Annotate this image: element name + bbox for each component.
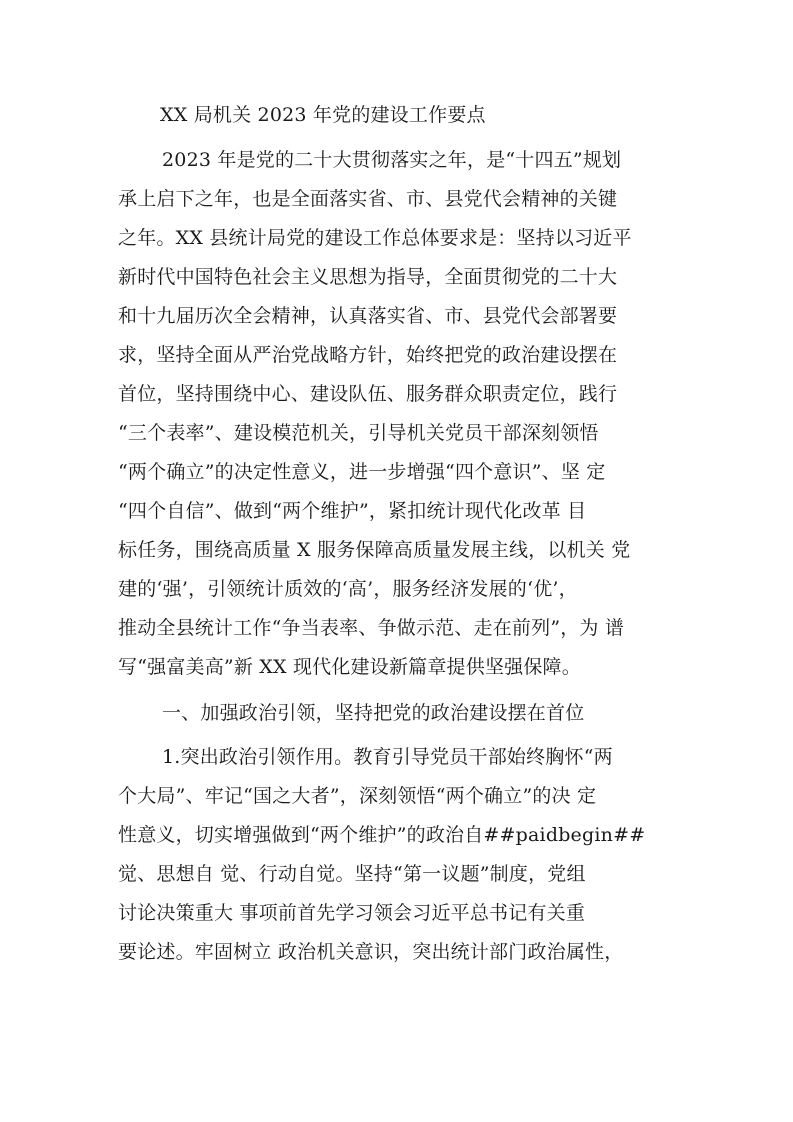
paragraph-line: 和十九届历次全会精神，认真落实省、市、县党代会部署要	[118, 305, 618, 327]
paragraph-line: 2023 年是党的二十大贯彻落实之年，是“十四五”规划	[162, 149, 622, 171]
paragraph-line: 新时代中国特色社会主义思想为指导，全面贯彻党的二十大	[118, 266, 618, 288]
paragraph-line: 承上启下之年，也是全面落实省、市、县党代会精神的关键	[118, 188, 618, 210]
paragraph-line: 标任务，围绕高质量 X 服务保障高质量发展主线，以机关 党	[118, 539, 631, 561]
paragraph-line: 1.突出政治引领作用。教育引导党员干部始终胸怀“两	[162, 746, 613, 768]
paragraph-line: 首位，坚持围绕中心、建设队伍、服务群众职责定位，践行	[118, 383, 618, 405]
paragraph-line: “两个确立”的决定性意义，进一步增强“四个意识”、坚 定	[118, 461, 606, 483]
paragraph-line: 求，坚持全面从严治党战略方针，始终把党的政治建设摆在	[118, 344, 618, 366]
paragraph-line: “四个自信”、做到“两个维护”，紧扣统计现代化改革 目	[118, 500, 587, 522]
paragraph-line: 之年。XX 县统计局党的建设工作总体要求是：坚持以习近平	[118, 227, 632, 249]
document-title: XX 局机关 2023 年党的建设工作要点	[160, 104, 486, 126]
paragraph-line: 个大局”、牢记“国之大者”，深刻领悟“两个确立”的决 定	[118, 785, 597, 807]
paragraph-line: 推动全县统计工作“争当表率、争做示范、走在前列”，为 谱	[118, 617, 625, 639]
paragraph-line: 要论述。牢固树立 政治机关意识，突出统计部门政治属性，	[118, 941, 624, 963]
paragraph-line: “三个表率”、建设模范机关，引导机关党员干部深刻领悟	[118, 422, 599, 444]
paragraph-line: 讨论决策重大 事项前首先学习领会习近平总书记有关重	[118, 902, 586, 924]
paragraph-line: 写“强富美高”新 XX 现代化建设新篇章提供坚强保障。	[118, 656, 581, 678]
paragraph-line: 性意义，切实增强做到“两个维护”的政治自##paidbegin##	[118, 824, 646, 846]
section-heading: 一、加强政治引领，坚持把党的政治建设摆在首位	[162, 702, 585, 724]
paragraph-line: 建的‘强’，引领统计质效的‘高’，服务经济发展的‘优’，	[118, 578, 578, 600]
paragraph-line: 觉、思想自 觉、行动自觉。坚持“第一议题”制度，党组	[118, 863, 586, 885]
